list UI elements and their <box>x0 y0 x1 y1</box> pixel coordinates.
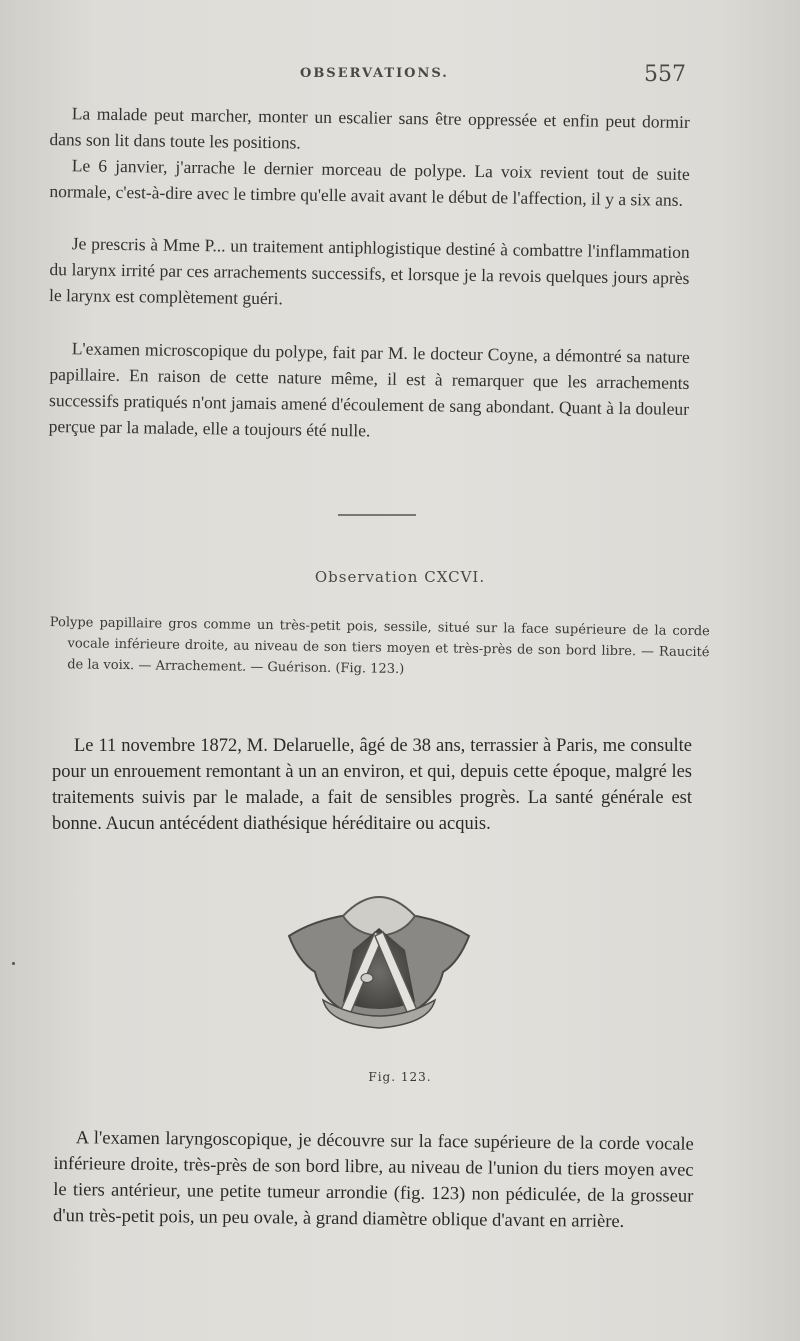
figure-caption: Fig. 123. <box>368 1070 432 1084</box>
margin-speck <box>12 962 15 965</box>
observation-summary: Polype papillaire gros comme un très-petit pois, sessile, situé sur la face supérieure de la corde vocale inférieure droite, au niveau de son tiers moyen et très-près de son bord libre. — Raucité de la voix. — Arrachement. — Guérison. (Fig. 123.) <box>49 614 710 677</box>
paragraph-3: Je prescris à Mme P... un traitement antiphlogistique destiné à combattre l'inflammation du larynx irrité par ces arrachements successifs, et lorsque je la revois quelques jours après le larynx est complètement guéri. <box>48 233 690 309</box>
header-title: OBSERVATIONS. <box>300 66 449 81</box>
paragraph-1: La malade peut marcher, monter un escalier sans être oppressée et enfin peut dormir dans son lit dans toute les positions. <box>49 103 690 153</box>
paragraph-4: L'examen microscopique du polype, fait par M. le docteur Coyne, a démontré sa nature papillaire. En raison de cette nature même, il est à remarquer que les arrachements successifs pratiqués n'ont jamais amené d'écoulement de sang abondant. Quant à la douleur perçue par la malade, elle a toujours été nulle. <box>48 338 690 441</box>
final-paragraph: A l'examen laryngoscopique, je découvre sur la face supérieure de la corde vocale inférieure droite, très-près de son bord libre, au niveau de l'union du tiers moyen avec le tiers antérieur, une petite tumeur arrondie (fig. 123) non pédiculée, de la grosseur d'un très-petit pois, un peu ovale, à grand diamètre oblique d'avant en arrière. <box>52 1128 694 1232</box>
page-number: 557 <box>644 62 686 87</box>
paragraph-2: Le 6 janvier, j'arrache le dernier morceau de polype. La voix revient tout de suite normale, c'est-à-dire avec le timbre qu'elle avait avant le début de l'affection, il y a six ans. <box>49 155 690 210</box>
section-separator <box>338 514 416 516</box>
observation-heading: Observation CXCVI. <box>314 568 486 586</box>
larynx-illustration <box>283 884 475 1044</box>
observation-body: Le 11 novembre 1872, M. Delaruelle, âgé de 38 ans, terrassier à Paris, me consulte pour un enrouement remontant à un an environ, et qui, depuis cette époque, malgré les traitements suivis par le malade, a fait de sensibles progrès. La santé générale est bonne. Aucun antécédent diathésique héréditaire ou acquis. <box>52 736 692 834</box>
running-header <box>50 62 686 92</box>
